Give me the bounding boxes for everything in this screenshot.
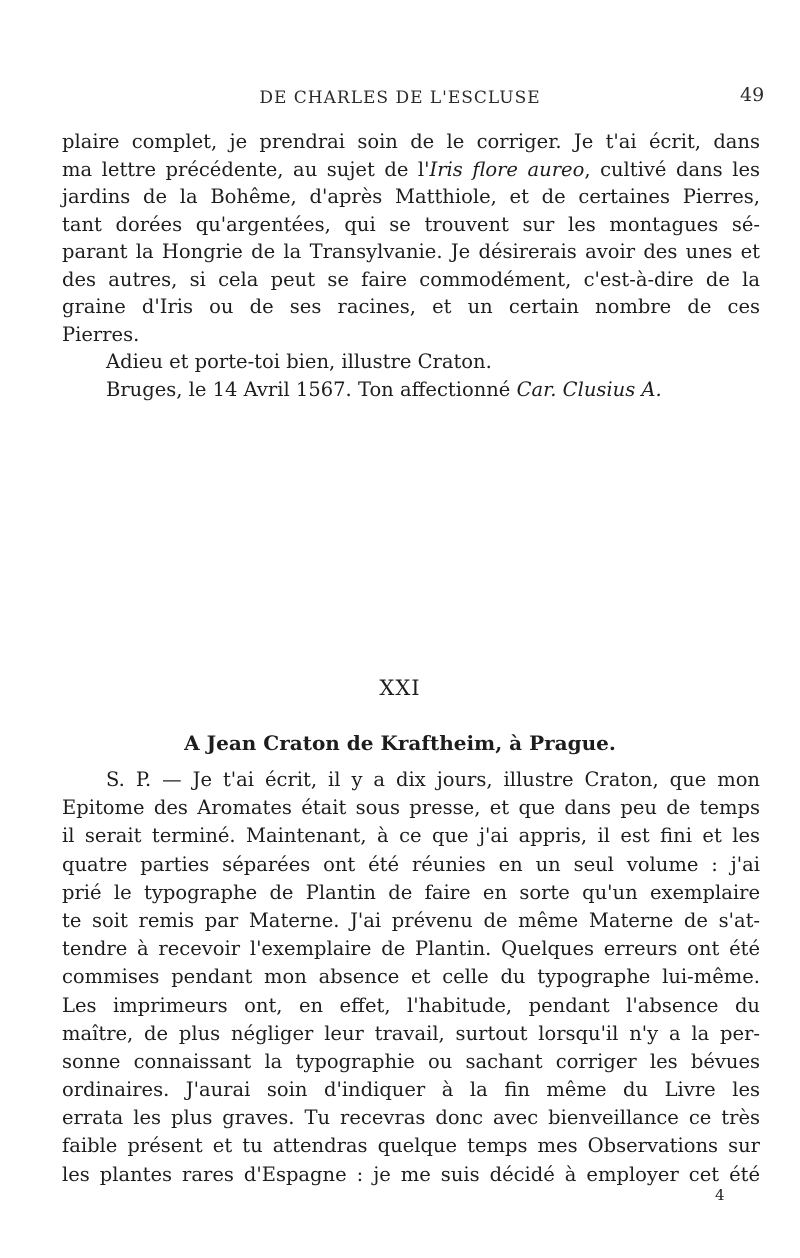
text-line: prié le typographe de Plantin de faire en sorte qu'un exemplaire — [62, 880, 760, 904]
text-line: ordinaires. J'aurai soin d'indiquer à la fin même du Livre les — [62, 1078, 760, 1102]
running-title: DE CHARLES DE L'ESCLUSE — [259, 88, 541, 108]
italic-term: Iris flore aureo — [429, 157, 585, 181]
letter-body — [62, 766, 760, 1189]
text-line: tendre à recevoir l'exemplaire de Plantin. Quelques erreurs ont été — [62, 937, 760, 961]
text-line: jardins de la Bohême, d'après Matthiole, et de certaines Pierres, — [62, 185, 760, 208]
text-line: sonne connaissant la typographie ou sachant corriger les bévues — [62, 1049, 760, 1073]
previous-letter-body — [62, 128, 760, 403]
text-line: te soit remis par Materne. J'ai prévenu de même Materne de s'at- — [62, 908, 760, 932]
text-line: il serait terminé. Maintenant, à ce que j'ai appris, il est fini et les — [62, 824, 760, 848]
signature: Car. Clusius A. — [516, 377, 662, 401]
text-line: maître, de plus négliger leur travail, surtout lorsqu'il n'y a la per- — [62, 1021, 760, 1045]
closing-line: Adieu et porte-toi bien, illustre Craton. — [106, 350, 492, 373]
signature-mark: 4 — [715, 1186, 725, 1204]
text-line: tant dorées qu'argentées, qui se trouvent sur les montagues sé- — [62, 212, 760, 236]
text-line: ma lettre précédente, au sujet de l'Iris flore aureo, cultivé dans les — [62, 157, 760, 181]
text-line: faible présent et tu attendras quelque temps mes Observations sur — [62, 1134, 760, 1158]
section-number: XXI — [379, 676, 421, 700]
text-line: Epitome des Aromates était sous presse, et que dans peu de temps — [62, 796, 760, 820]
page-number: 49 — [740, 84, 765, 106]
text-line: commises pendant mon absence et celle du typographe lui-même. — [62, 965, 760, 989]
text-line: des autres, si cela peut se faire commodément, c'est-à-dire de la — [62, 267, 760, 291]
text-line: errata les plus graves. Tu recevras donc avec bienveillance ce très — [62, 1106, 760, 1130]
text-line: graine d'Iris ou de ses racines, et un certain nombre de ces — [62, 295, 760, 318]
text-line: parant la Hongrie de la Transylvanie. Je désirerais avoir des unes et — [62, 240, 760, 263]
text-line: S. P. — Je t'ai écrit, il y a dix jours, illustre Craton, que mon — [106, 768, 760, 791]
text-line: Pierres. — [62, 322, 140, 346]
text-line: plaire complet, je prendrai soin de le corriger. Je t'ai écrit, dans — [62, 130, 760, 153]
text-line: les plantes rares d'Espagne : je me suis décidé à employer cet été — [62, 1162, 760, 1186]
signoff-line: Bruges, le 14 Avril 1567. Ton affectionné Car. Clusius A. — [106, 377, 662, 401]
text-line: quatre parties séparées ont été réunies en un seul volume : j'ai — [62, 852, 760, 876]
letter-heading: A Jean Craton de Kraftheim, à Prague. — [184, 731, 616, 755]
text-line: Les imprimeurs ont, en effet, l'habitude, pendant l'absence du — [62, 993, 760, 1017]
